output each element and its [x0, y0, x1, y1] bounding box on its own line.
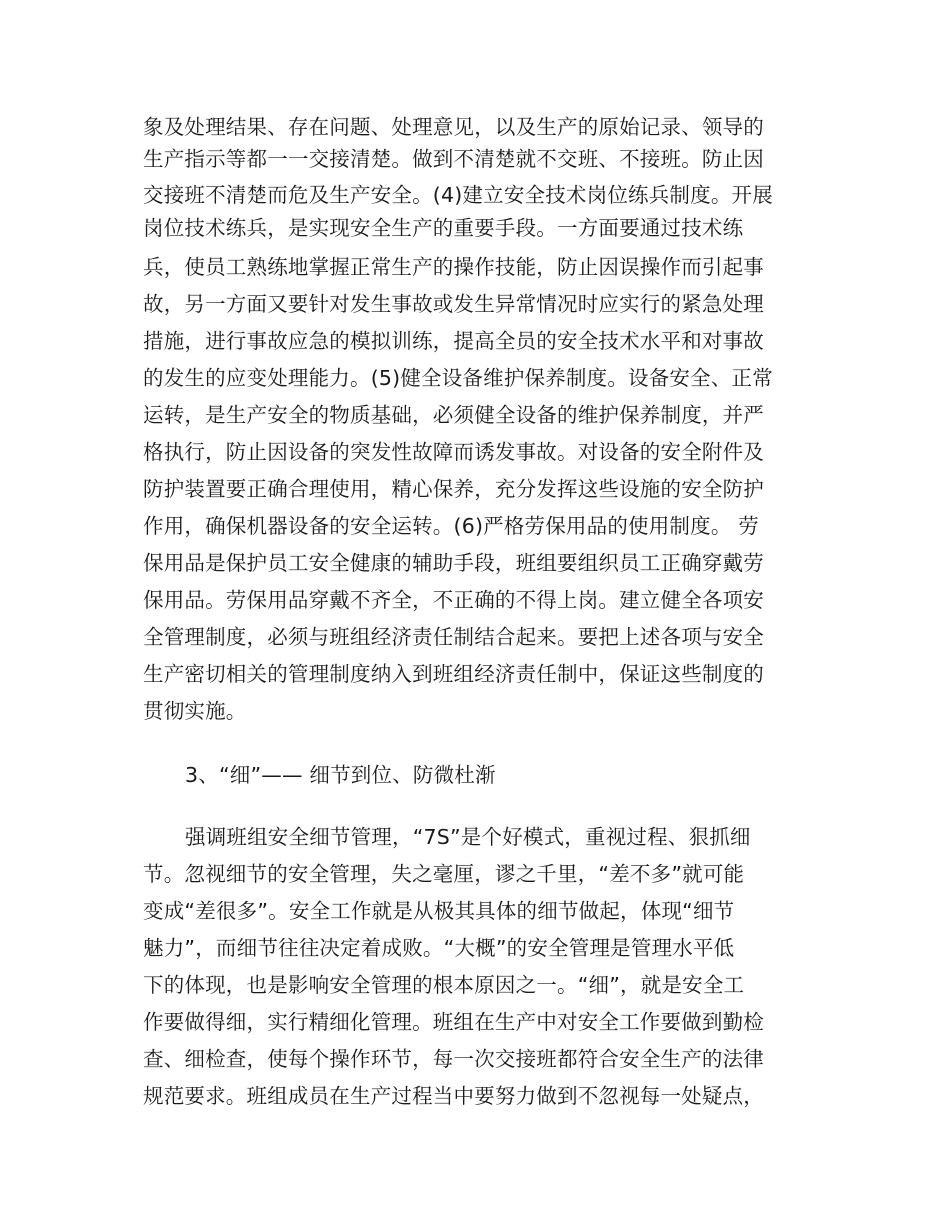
paragraph-line: 交接班不清楚而危及生产安全。(4)建立安全技术岗位练兵制度。开展 — [143, 183, 773, 207]
paragraph-line: 保用品是保护员工安全健康的辅助手段，班组要组织员工正确穿戴劳 — [143, 551, 764, 575]
section-heading: 3、“细”—— 细节到位、防微杜渐 — [185, 763, 496, 787]
paragraph-line: 全管理制度，必须与班组经济责任制结合起来。要把上述各项与安全 — [143, 625, 764, 649]
paragraph-line: 作用，确保机器设备的安全运转。(6)严格劳保用品的使用制度。 劳 — [143, 514, 759, 538]
paragraph-line: 生产指示等都一一交接清楚。做到不清楚就不交班、不接班。防止因 — [143, 147, 764, 171]
paragraph-line: 岗位技术练兵，是实现安全生产的重要手段。一方面要通过技术练 — [143, 216, 744, 240]
paragraph-line: 防护装置要正确合理使用，精心保养，充分发挥这些设施的安全防护 — [143, 477, 764, 501]
paragraph-line: 故，另一方面又要针对发生事故或发生异常情况时应实行的紧急处理 — [143, 292, 764, 316]
paragraph-line: 强调班组安全细节管理，“7S”是个好模式，重视过程、狠抓细 — [185, 825, 751, 849]
paragraph-line: 运转，是生产安全的物质基础，必须健全设备的维护保养制度，并严 — [143, 403, 764, 427]
paragraph-line: 节。忽视细节的安全管理，失之毫厘，谬之千里，“差不多”就可能 — [143, 862, 745, 886]
paragraph-line: 变成“差很多”。安全工作就是从极其具体的细节做起，体现“细节 — [143, 899, 735, 923]
paragraph-line: 措施，进行事故应急的模拟训练，提高全员的安全技术水平和对事故 — [143, 329, 764, 353]
paragraph-line: 兵，使员工熟练地掌握正常生产的操作技能，防止因误操作而引起事 — [143, 255, 764, 279]
paragraph-line: 贯彻实施。 — [143, 699, 247, 723]
paragraph-line: 象及处理结果、存在问题、处理意见，以及生产的原始记录、领导的 — [143, 115, 764, 139]
paragraph-line: 生产密切相关的管理制度纳入到班组经济责任制中，保证这些制度的 — [143, 662, 764, 686]
paragraph-line: 规范要求。班组成员在生产过程当中要努力做到不忽视每一处疑点， — [143, 1084, 764, 1108]
paragraph-line: 下的体现，也是影响安全管理的根本原因之一。“细”，就是安全工 — [143, 973, 745, 997]
paragraph-line: 格执行，防止因设备的突发性故障而诱发事故。对设备的安全附件及 — [143, 440, 764, 464]
paragraph-line: 作要做得细，实行精细化管理。班组在生产中对安全工作要做到勤检 — [143, 1010, 764, 1034]
paragraph-line: 保用品。劳保用品穿戴不齐全，不正确的不得上岗。建立健全各项安 — [143, 588, 764, 612]
paragraph-line: 的发生的应变处理能力。(5)健全设备维护保养制度。设备安全、正常 — [143, 366, 773, 390]
paragraph-line: 魅力”，而细节往往决定着成败。“大概”的安全管理是管理水平低 — [143, 936, 735, 960]
paragraph-line: 查、细检查，使每个操作环节，每一次交接班都符合安全生产的法律 — [143, 1047, 764, 1071]
